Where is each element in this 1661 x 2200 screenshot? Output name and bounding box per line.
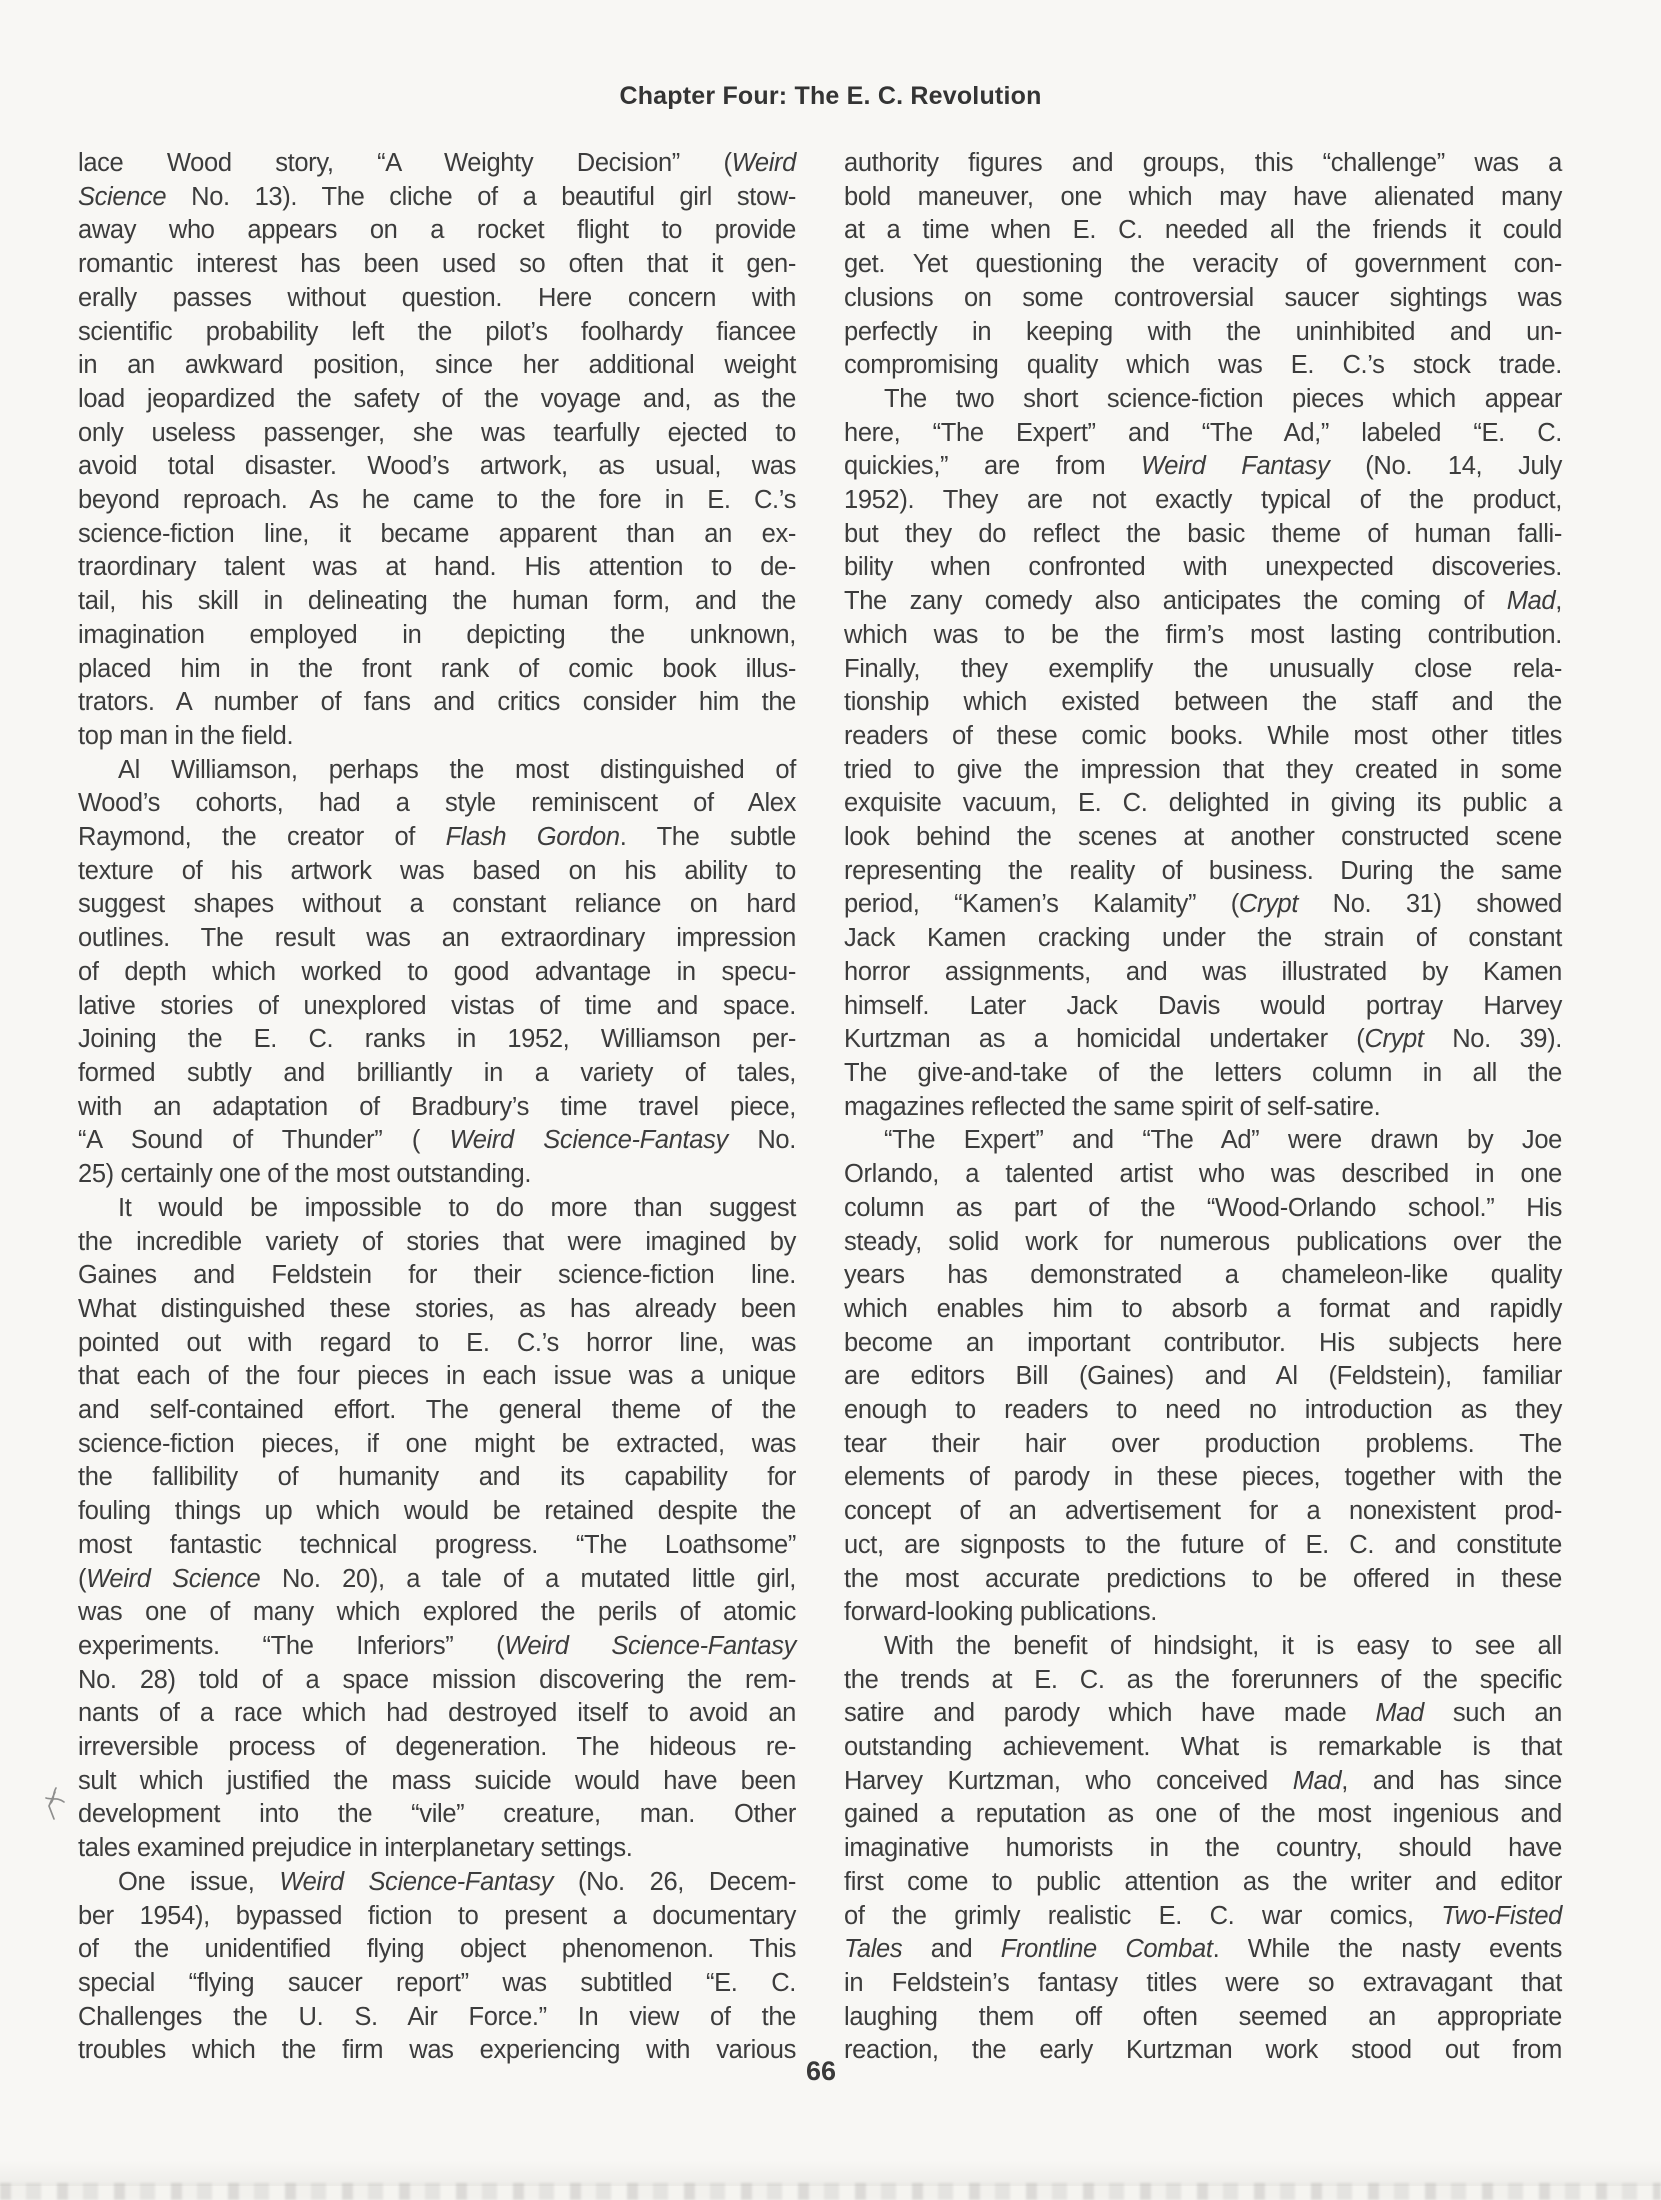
text-line: Gaines and Feldstein for their science-fiction line.: [78, 1261, 796, 1290]
italic-title-text: Weird Science-Fantasy: [449, 1126, 728, 1155]
text-line: romantic interest has been used so often that it gen-: [78, 250, 796, 279]
italic-title-text: Two-Fisted: [1441, 1901, 1562, 1930]
italic-title-text: Weird Science-Fantasy: [279, 1867, 554, 1896]
text-line: years has demonstrated a chameleon-like quality: [844, 1261, 1562, 1290]
text-line: elements of parody in these pieces, together with the: [844, 1463, 1562, 1492]
text-line: tionship which existed between the staff and the: [844, 688, 1562, 717]
text-line: of depth which worked to good advantage in specu-: [78, 957, 796, 986]
text-columns: [78, 147, 1562, 2068]
italic-title-text: Weird Science: [86, 1564, 261, 1593]
text-line: uct, are signposts to the future of E. C. and constitute: [844, 1530, 1562, 1559]
text-line: reaction, the early Kurtzman work stood out from: [844, 2036, 1562, 2065]
text-line: gained a reputation as one of the most ingenious and: [844, 1800, 1562, 1829]
text-line: lative stories of unexplored vistas of time and space.: [78, 991, 796, 1020]
text-line: beyond reproach. As he came to the fore in E. C.’s: [78, 486, 796, 515]
text-line: irreversible process of degeneration. The hideous re-: [78, 1733, 796, 1762]
italic-title-text: Crypt: [1238, 890, 1299, 919]
text-line: 25) certainly one of the most outstanding.: [78, 1160, 532, 1189]
text-line: Al Williamson, perhaps the most distinguished of: [118, 755, 796, 784]
text-line: ber 1954), bypassed fiction to present a documentary: [78, 1901, 796, 1930]
italic-title-text: Science: [78, 182, 167, 211]
text-line: The zany comedy also anticipates the coming of Mad,: [844, 587, 1562, 616]
text-line: column as part of the “Wood-Orlando school.” His: [844, 1193, 1562, 1222]
text-line: 1952). They are not exactly typical of the product,: [844, 486, 1562, 515]
text-line: first come to public attention as the writer and editor: [844, 1867, 1562, 1896]
text-line: look behind the scenes at another constructed scene: [844, 823, 1562, 852]
text-line: Orlando, a talented artist who was described in one: [844, 1160, 1562, 1189]
text-line: steady, solid work for numerous publications over the: [844, 1227, 1562, 1256]
italic-title-text: Tales: [844, 1935, 903, 1964]
text-line: special “flying saucer report” was subtitled “E. C.: [78, 1968, 796, 1997]
page-number: 66: [806, 2056, 837, 2086]
text-line: bold maneuver, one which may have alienated many: [844, 182, 1562, 211]
text-line: top man in the field.: [78, 721, 294, 750]
text-line: enough to readers to need no introduction as they: [844, 1396, 1562, 1425]
text-line: The give-and-take of the letters column in all the: [844, 1058, 1562, 1087]
italic-title-text: Weird: [731, 149, 796, 177]
text-line: the fallibility of humanity and its capability for: [78, 1463, 796, 1492]
text-line: “The Expert” and “The Ad” were drawn by Joe: [884, 1126, 1562, 1155]
text-line: imagination employed in depicting the unknown,: [78, 620, 796, 649]
text-line: of the grimly realistic E. C. war comics, Two-Fisted: [844, 1901, 1562, 1930]
text-line: perfectly in keeping with the uninhibited and un-: [844, 317, 1562, 346]
text-line: horror assignments, and was illustrated by Kamen: [844, 957, 1562, 986]
text-line: placed him in the front rank of comic book illus-: [78, 654, 796, 683]
scan-noise-band: [0, 2183, 1661, 2200]
text-line: sult which justified the mass suicide would have been: [78, 1766, 796, 1795]
italic-title-text: Weird Fantasy: [1141, 452, 1330, 481]
text-line: the incredible variety of stories that were imagined by: [78, 1227, 796, 1256]
text-line: magazines reflected the same spirit of self-satire.: [844, 1092, 1381, 1121]
text-line: which enables him to absorb a format and rapidly: [844, 1294, 1562, 1323]
text-line: period, “Kamen’s Kalamity” (Crypt No. 31) showed: [844, 890, 1562, 919]
text-line: laughing them off often seemed an appropriate: [844, 2002, 1562, 2031]
text-line: get. Yet questioning the veracity of government con-: [844, 250, 1562, 279]
text-line: Wood’s cohorts, had a style reminiscent of Alex: [78, 789, 796, 818]
italic-title-text: Mad: [1506, 587, 1556, 616]
text-line: clusions on some controversial saucer sightings was: [844, 283, 1562, 312]
text-line: the most accurate predictions to be offered in these: [844, 1564, 1562, 1593]
chapter-title: Chapter Four: The E. C. Revolution: [619, 82, 1042, 110]
text-line: the trends at E. C. as the forerunners of the specific: [844, 1665, 1562, 1694]
text-line: erally passes without question. Here concern with: [78, 283, 796, 312]
text-line: representing the reality of business. During the same: [844, 856, 1562, 885]
italic-title-text: Mad: [1375, 1699, 1424, 1728]
text-line: What distinguished these stories, as has already been: [78, 1294, 796, 1323]
text-line: tear their hair over production problems. The: [844, 1429, 1562, 1458]
text-line: Finally, they exemplify the unusually close rela-: [844, 654, 1562, 683]
text-line: but they do reflect the basic theme of human falli-: [844, 519, 1562, 548]
text-line: are editors Bill (Gaines) and Al (Feldstein), familiar: [844, 1362, 1562, 1391]
italic-title-text: Crypt: [1364, 1025, 1424, 1054]
text-line: and self-contained effort. The general theme of the: [78, 1396, 796, 1425]
text-line: (Weird Science No. 20), a tale of a mutated little girl,: [78, 1564, 796, 1593]
text-line: quickies,” are from Weird Fantasy (No. 14, July: [844, 452, 1563, 481]
text-line: himself. Later Jack Davis would portray Harvey: [844, 991, 1562, 1020]
text-line: of the unidentified flying object phenomenon. This: [78, 1935, 796, 1964]
text-line: science-fiction line, it became apparent than an ex-: [78, 519, 796, 548]
text-line: nants of a race which had destroyed itself to avoid an: [78, 1699, 796, 1728]
italic-title-text: Mad: [1292, 1766, 1342, 1795]
text-line: become an important contributor. His subjects here: [844, 1328, 1562, 1357]
text-column-left: [78, 147, 796, 2068]
text-line: Kurtzman as a homicidal undertaker (Crypt No. 39).: [844, 1025, 1562, 1054]
text-line: lace Wood story, “A Weighty Decision” (Weird: [78, 149, 796, 177]
text-line: readers of these comic books. While most other titles: [844, 721, 1562, 750]
text-line: tales examined prejudice in interplanetary settings.: [78, 1834, 633, 1863]
text-line: tail, his skill in delineating the human form, and the: [78, 587, 796, 616]
text-line: Tales and Frontline Combat. While the nasty events: [844, 1935, 1562, 1964]
text-line: which was to be the firm’s most lasting contribution.: [844, 620, 1562, 649]
text-line: It would be impossible to do more than suggest: [118, 1193, 796, 1222]
text-line: The two short science-fiction pieces which appear: [884, 384, 1562, 413]
text-line: Joining the E. C. ranks in 1952, Williamson per-: [78, 1025, 796, 1054]
text-line: avoid total disaster. Wood’s artwork, as usual, was: [78, 452, 796, 481]
text-line: suggest shapes without a constant reliance on hard: [78, 890, 796, 919]
text-line: forward-looking publications.: [844, 1598, 1158, 1627]
text-line: in Feldstein’s fantasy titles were so extravagant that: [844, 1968, 1562, 1997]
text-line: texture of his artwork was based on his ability to: [78, 856, 796, 885]
text-line: in an awkward position, since her additional weight: [78, 351, 796, 380]
text-line: Jack Kamen cracking under the strain of constant: [844, 924, 1562, 953]
text-line: concept of an advertisement for a nonexistent prod-: [844, 1497, 1562, 1526]
text-line: bility when confronted with unexpected discoveries.: [844, 553, 1562, 582]
text-line: With the benefit of hindsight, it is easy to see all: [884, 1631, 1562, 1660]
text-line: “A Sound of Thunder” ( Weird Science-Fantasy No.: [78, 1126, 796, 1155]
text-line: One issue, Weird Science-Fantasy (No. 26, Decem-: [118, 1867, 796, 1896]
text-line: with an adaptation of Bradbury’s time travel piece,: [78, 1092, 796, 1121]
text-line: Raymond, the creator of Flash Gordon. The subtle: [78, 823, 796, 852]
text-line: load jeopardized the safety of the voyage and, as the: [78, 384, 796, 413]
text-line: trators. A number of fans and critics consider him the: [78, 688, 796, 717]
text-line: compromising quality which was E. C.’s stock trade.: [844, 351, 1562, 380]
pen-scribble-icon: [42, 1785, 68, 1828]
text-line: troubles which the firm was experiencing with various: [78, 2036, 796, 2065]
text-line: here, “The Expert” and “The Ad,” labeled “E. C.: [844, 418, 1562, 447]
text-column-right: [844, 147, 1562, 2068]
text-line: most fantastic technical progress. “The Loathsome”: [78, 1530, 796, 1559]
text-line: formed subtly and brilliantly in a variety of tales,: [78, 1058, 796, 1087]
text-line: that each of the four pieces in each issue was a unique: [78, 1362, 796, 1391]
text-line: at a time when E. C. needed all the friends it could: [844, 216, 1562, 245]
text-line: fouling things up which would be retained despite the: [78, 1497, 796, 1526]
text-line: pointed out with regard to E. C.’s horror line, was: [78, 1328, 796, 1357]
text-line: science-fiction pieces, if one might be extracted, was: [78, 1429, 796, 1458]
text-line: only useless passenger, she was tearfully ejected to: [78, 418, 796, 447]
text-line: tried to give the impression that they created in some: [844, 755, 1562, 784]
text-line: away who appears on a rocket flight to provide: [78, 216, 796, 245]
text-line: No. 28) told of a space mission discovering the rem-: [78, 1665, 796, 1694]
text-line: experiments. “The Inferiors” (Weird Science-Fantasy: [78, 1631, 797, 1660]
text-line: Science No. 13). The cliche of a beautiful girl stow-: [78, 182, 796, 211]
text-line: exquisite vacuum, E. C. delighted in giving its public a: [844, 789, 1562, 818]
text-line: imaginative humorists in the country, should have: [844, 1834, 1562, 1863]
text-line: outstanding achievement. What is remarkable is that: [844, 1733, 1562, 1762]
italic-title-text: Frontline Combat: [1000, 1935, 1213, 1964]
text-line: satire and parody which have made Mad such an: [844, 1699, 1562, 1728]
text-line: Harvey Kurtzman, who conceived Mad, and has since: [844, 1766, 1562, 1795]
text-line: Challenges the U. S. Air Force.” In view of the: [78, 2002, 796, 2031]
text-line: was one of many which explored the perils of atomic: [78, 1598, 796, 1627]
text-line: traordinary talent was at hand. His attention to de-: [78, 553, 796, 582]
text-line: scientific probability left the pilot’s foolhardy fiancee: [78, 317, 796, 346]
italic-title-text: Weird Science-Fantasy: [504, 1631, 797, 1660]
italic-title-text: Flash Gordon: [445, 823, 620, 852]
text-line: development into the “vile” creature, man. Other: [78, 1800, 796, 1829]
text-line: authority figures and groups, this “challenge” was a: [844, 149, 1562, 177]
text-line: outlines. The result was an extraordinary impression: [78, 924, 796, 953]
